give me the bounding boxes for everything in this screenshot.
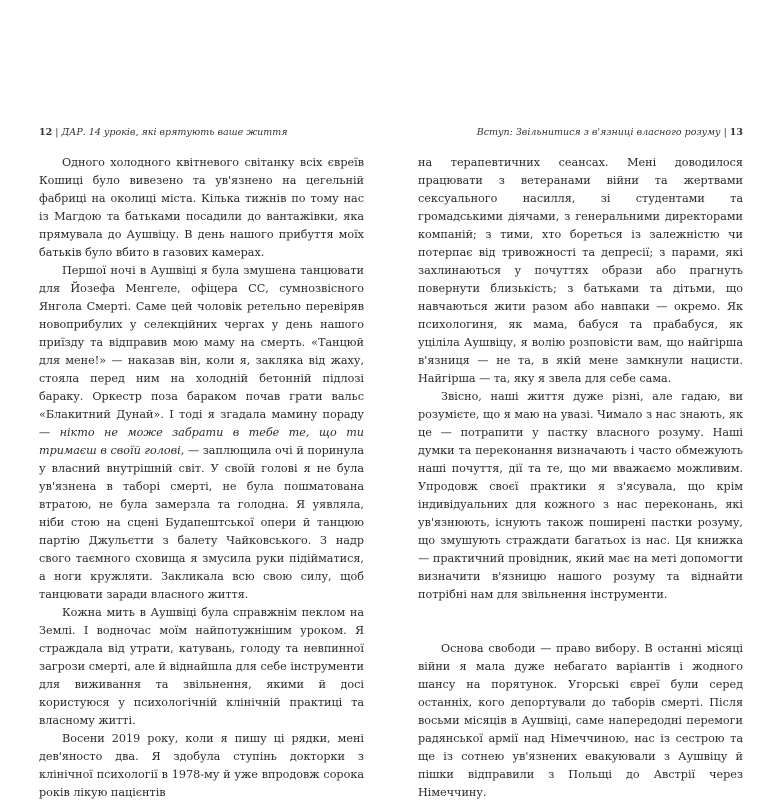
italic-quote: нікто не може забрати в тебе те, що ти тримаєш в своїй голові, xyxy=(39,426,365,457)
right-body-text xyxy=(418,154,743,802)
right-running-head xyxy=(418,127,743,139)
paragraph: Основа свободи — право вибору. В останні місяці війни я мала дуже небагато варіантів і жодного шансу на порятунок. Угорські євреї були серед останніх, кого депортували до таборів смерті. Після восьми місяців в Аушвіці, саме напередодні перемоги радянської армії над Німеччиною, нас із сестрою та ще із сотнею ув'язнених евакуювали з Аушвіцу й пішки відправили з Польщі до Австрії через Німеччину. xyxy=(418,642,743,799)
paragraph-part: — заплющила очі й поринула у власний внутрішній світ. У своїй голові я не була ув'язнена в таборі смерті, не була пошматована втратою, не була замерзла та голодна. Я уявляла, ніби стою на сцені Будапештської опери й танцюю партію Джульєтти з балету Чайковського. З надр свого таємного сховища я змусила руки підійматися, а ноги кружляти. Закликала всю свою силу, щоб танцювати заради власного життя. xyxy=(39,444,364,601)
header-separator: | xyxy=(723,127,727,138)
header-separator: | xyxy=(55,127,59,138)
paragraph: на терапевтичних сеансах. Мені доводилося працювати з ветеранами війни та жертвами сексуального насилля, зі студентами та громадськими діячами, з генеральними директорами компаній; з тими, хто бореться із залежністю чи потерпає від тривожності та депресії; з парами, які захлинаються у почуттях образи або прагнуть повернути близькість; з батьками та дітьми, що навчаються жити разом або навпаки — окремо. Як психологиня, як мама, бабуся та прабабуся, як уцілілa Аушвіцу, я волію розповісти вам, що найгірша в'язниця — не та, в якій мене замкнули нацисти. Найгірша — та, яку я звела для себе сама. xyxy=(418,156,743,385)
running-title: Вступ: Звільнитися з в'язниці власного розуму xyxy=(476,127,721,138)
paragraph: Кожна мить в Аушвіці була справжнім пеклом на Землі. І водночас моїм найпотужнішим уроком. Я страждала від утрати, катувань, голоду та невпинної загрози смерті, але й віднайшла для себе інструменти для виживання та звільнення, якими й досі користуюся у психологічній клінічній практиці та власному житті. xyxy=(39,606,364,727)
paragraph xyxy=(39,262,364,604)
paragraph: Одного холодного квітневого світанку всіх євреїв Кошиці було вивезено та ув'язнено на цегельній фабриці на околиці міста. Кілька тижнів по тому нас із Магдою та батьками посадили до вантажівки, яка прямувала до Аушвіцу. В день нашого прибуття моїх батьків було вбито в газових камерах. xyxy=(39,156,364,259)
running-title: ДАР. 14 уроків, які врятують ваше життя xyxy=(61,127,288,138)
paragraph: Восени 2019 року, коли я пишу ці рядки, мені дев'яносто два. Я здобула ступінь докторки з клінічної психології в 1978-му й уже впродовж сорока років лікую пацієнтів xyxy=(39,732,364,799)
left-body-text xyxy=(39,154,364,802)
page-number: 12 xyxy=(39,127,53,138)
paragraph: Звісно, наші життя дуже різні, але гадаю, ви розумієте, що я маю на увазі. Чимало з нас знають, як це — потрапити у пастку власного розуму. Наші думки та переконання визначають і часто обмежують наші почуття, дії та те, що ми вважаємо можливим. Упродовж своєї практики я з'ясувала, що крім індивідуальних для кожного з нас переконань, які ув'язнюють, існують також поширені пастки розуму, що змушують страждати багатьох із нас. Ця книжка — практичний провідник, який має на меті допомогти визначити в'язницю нашого розуму та віднайти потрібні нам для звільнення інструменти. xyxy=(418,390,743,601)
page-number: 13 xyxy=(729,127,743,138)
paragraph-part: Першої ночі в Аушвіці я була змушена танцювати для Йозефа Менгеле, офіцера СС, сумнозвісного Янгола Смерті. Саме цей чоловік ретельно перевіряв новоприбулих у селекційних чергах у день нашого приїзду та відправив мою маму на смерть. «Танцюй для мене!» — наказав він, коли я, закляка від жаху, стояла перед ним на холодній бетонній підлозі бараку. Оркестр поза бараком почав грати вальс «Блакитний Дунай». І тоді я згадала мамину пораду — xyxy=(39,264,364,439)
left-running-head xyxy=(39,127,364,139)
